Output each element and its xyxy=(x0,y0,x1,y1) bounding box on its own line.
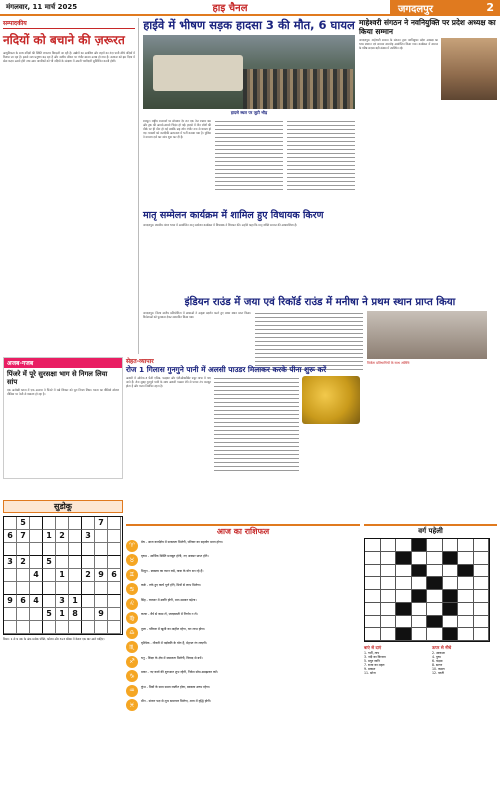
horoscope-text: वृश्चिक - नौकरी में पदोन्नति के योग हैं, मेहनत रंग लाएगी। xyxy=(141,641,208,645)
sudoku-cell xyxy=(17,543,30,556)
sudoku-cell xyxy=(82,517,95,530)
horoscope-title: आज का राशिफल xyxy=(126,524,360,537)
crossword-cell xyxy=(458,577,474,590)
sudoku-cell xyxy=(4,569,17,582)
crossword-cell xyxy=(474,539,490,552)
sudoku-cell xyxy=(56,556,69,569)
zodiac-icon: ♊ xyxy=(126,569,138,581)
sudoku-cell: 7 xyxy=(95,517,108,530)
across-title: बाएं से दाएं xyxy=(364,645,382,650)
lead-body-col3 xyxy=(287,119,355,193)
sudoku-cell xyxy=(43,517,56,530)
crossword-cell xyxy=(365,616,381,629)
health-section: सेहत-व्यापार xyxy=(126,358,154,365)
crossword-cell xyxy=(381,590,397,603)
horoscope-item xyxy=(126,656,360,668)
crossword-clue: 2. आकाश xyxy=(432,651,445,655)
zodiac-icon: ♒ xyxy=(126,685,138,697)
sudoku-cell xyxy=(95,595,108,608)
crossword-cell xyxy=(427,603,443,616)
sudoku-cell xyxy=(30,530,43,543)
sudoku-cell xyxy=(17,582,30,595)
sudoku-cell xyxy=(4,517,17,530)
sudoku-cell: 9 xyxy=(4,595,17,608)
sudoku-cell xyxy=(17,608,30,621)
sudoku-title: सुडोकू xyxy=(3,500,123,513)
right-body: जगदलपुर। माहेश्वरी समाज के संगठन द्वारा नवनियुक्त प्रदेश अध्यक्ष का भव्य स्वागत एवं सम्मान समारोह आयोजित किया गया। कार्यक्रम में समाज के वरिष्ठ सदस्य बड़ी संख्या में उपस्थित रहे। xyxy=(359,38,438,51)
crossword-clue: 8. सागर xyxy=(432,663,443,667)
crossword-cell xyxy=(443,616,459,629)
sudoku-cell: 2 xyxy=(82,569,95,582)
sudoku-cell xyxy=(56,621,69,634)
zodiac-icon: ♐ xyxy=(126,656,138,668)
crossword-cell xyxy=(443,552,459,565)
editorial-headline: नदियों को बचाने की ज़रूरत xyxy=(3,33,125,47)
crossword-cell xyxy=(381,616,397,629)
horoscope-item xyxy=(126,540,360,552)
lead-headline: हाईवे में भीषण सड़क हादसा 3 की मौत, 6 घायल xyxy=(143,18,355,32)
crossword-clue: 6. चंद्रमा xyxy=(432,659,443,663)
sudoku-cell xyxy=(69,517,82,530)
crossword-clue: 1. गर्मी, ताप xyxy=(364,651,380,655)
crossword-cell xyxy=(412,577,428,590)
sudoku-cell xyxy=(108,556,121,569)
zodiac-icon: ♑ xyxy=(126,670,138,682)
sudoku-cell xyxy=(95,582,108,595)
horoscope-section xyxy=(126,524,360,711)
crossword-cell xyxy=(474,565,490,578)
horoscope-text: सिंह - व्यापार में उन्नति होगी, मान-सम्मान बढ़ेगा। xyxy=(141,597,197,602)
sudoku-cell: 3 xyxy=(82,530,95,543)
horoscope-text: कर्क - रुके हुए कार्य पूर्ण होंगे, मित्रों से लाभ मिलेगा। xyxy=(141,583,201,587)
crossword-cell xyxy=(458,565,474,578)
crossword-cell xyxy=(381,603,397,616)
crossword-cell xyxy=(427,565,443,578)
horoscope-text: मेष - आज कार्यक्षेत्र में सफलता मिलेगी, परिवार का सहयोग प्राप्त होगा। xyxy=(141,539,223,544)
horoscope-item xyxy=(126,583,360,595)
sudoku-cell: 3 xyxy=(56,595,69,608)
horoscope-item xyxy=(126,569,360,581)
crossword-cell xyxy=(412,628,428,641)
sudoku-cell xyxy=(108,582,121,595)
sudoku-cell xyxy=(108,608,121,621)
lead-story xyxy=(143,18,355,193)
sudoku-cell xyxy=(69,556,82,569)
crossword-cell xyxy=(396,577,412,590)
sudoku-cell: 7 xyxy=(17,530,30,543)
crossword-cell xyxy=(427,577,443,590)
second-story xyxy=(143,210,355,297)
crossword-cell xyxy=(412,565,428,578)
health-story xyxy=(126,357,360,474)
zodiac-icon: ♉ xyxy=(126,554,138,566)
sudoku-cell xyxy=(69,569,82,582)
sudoku-cell: 6 xyxy=(108,569,121,582)
crossword-cell xyxy=(381,552,397,565)
crossword-cell xyxy=(412,603,428,616)
health-headline: रोज 1 गिलास गुनगुने पानी में अलसी पाउडर मिलाकर करके पीना शुरू करें xyxy=(126,365,327,374)
zodiac-icon: ♓ xyxy=(126,699,138,711)
crossword-cell xyxy=(458,552,474,565)
sudoku-cell xyxy=(108,543,121,556)
sudoku-cell xyxy=(95,543,108,556)
paper-name: हाइ चैनल xyxy=(212,3,248,14)
lead-photo xyxy=(143,35,355,109)
sudoku-cell xyxy=(43,569,56,582)
sudoku-cell: 5 xyxy=(43,556,56,569)
crossword-cell xyxy=(474,628,490,641)
crossword-clue: 3. नदी का किनारा xyxy=(364,655,386,659)
sudoku-cell xyxy=(82,543,95,556)
horoscope-list xyxy=(126,540,360,712)
crossword-cell xyxy=(365,577,381,590)
sudoku-cell xyxy=(30,608,43,621)
sudoku-cell: 2 xyxy=(17,556,30,569)
horoscope-text: धनु - शिक्षा के क्षेत्र में सफलता मिलेगी, विवाद से बचें। xyxy=(141,655,203,660)
second-body: जगदलपुर। स्थानीय मंगल भवन में आयोजित मातृ सम्मेलन कार्यक्रम में विधायक ने शिरकत की। उन्होंने कहा कि मातृ शक्ति समाज की आधारशिला है। xyxy=(143,223,298,227)
sudoku-cell xyxy=(30,621,43,634)
horoscope-item xyxy=(126,685,360,697)
crossword-cell xyxy=(365,628,381,641)
crossword-cell xyxy=(427,552,443,565)
horoscope-item xyxy=(126,598,360,610)
horoscope-text: मीन - संतान पक्ष से शुभ समाचार मिलेगा, आय में वृद्धि होगी। xyxy=(141,699,212,703)
sudoku-cell xyxy=(56,582,69,595)
crossword-cell xyxy=(458,539,474,552)
sudoku-grid xyxy=(3,516,123,635)
odd-news-section: अजब-गजब xyxy=(4,358,122,368)
zodiac-icon: ♍ xyxy=(126,612,138,624)
horoscope-text: तुला - परिवार में खुशी का माहौल रहेगा, धन लाभ होगा। xyxy=(141,626,206,631)
crossword-cell xyxy=(474,590,490,603)
crossword-cell xyxy=(474,616,490,629)
crossword-clue: 4. पुष्प xyxy=(432,655,441,659)
sudoku-cell xyxy=(82,621,95,634)
sudoku-rules: नियम: 1 से 9 तक के अंक प्रत्येक पंक्ति, कॉलम और 3x3 बॉक्स में केवल एक बार आने चाहिए। xyxy=(3,637,105,641)
sudoku-cell xyxy=(82,582,95,595)
page-header xyxy=(0,0,500,16)
crossword-clue: 9. प्रकाश xyxy=(364,667,376,671)
crossword-cell xyxy=(381,628,397,641)
right-story xyxy=(359,18,497,186)
crossword-cell xyxy=(443,577,459,590)
crossword-cell xyxy=(443,565,459,578)
sudoku-cell xyxy=(69,621,82,634)
sudoku-cell: 4 xyxy=(30,595,43,608)
editorial-body: आधुनिकता के साथ नदियों की स्थिति लगातार बिगड़ती जा रही है। उद्योगों का अपशिष्ट और शहरों का गंदा पानी सीधे नदियों में गिराया जा रहा है। इससे जल प्रदूषण बढ़ रहा है और जलीय जीवन पर गंभीर खतरा उत्पन्न हो गया है। सरकार को इस दिशा में ठोस कदम उठाने होंगे तथा आम नागरिकों को भी नदियों के संरक्षण में अपनी भागीदारी सुनिश्चित करनी होगी। xyxy=(3,51,135,64)
right-photo xyxy=(441,38,497,100)
crossword-title: वर्ग पहेली xyxy=(364,524,497,536)
crossword-cell xyxy=(365,552,381,565)
crossword-cell xyxy=(381,539,397,552)
sudoku-cell: 1 xyxy=(69,595,82,608)
zodiac-icon: ♌ xyxy=(126,598,138,610)
crossword-cell xyxy=(396,539,412,552)
sudoku-cell xyxy=(108,517,121,530)
sudoku-cell xyxy=(17,569,30,582)
editorial-column xyxy=(3,18,139,354)
sudoku-cell: 1 xyxy=(43,530,56,543)
crossword-clue: 12. धरती xyxy=(432,671,444,675)
zodiac-icon: ♈ xyxy=(126,540,138,552)
crossword-cell xyxy=(427,539,443,552)
sudoku-cell: 6 xyxy=(17,595,30,608)
crossword-cell xyxy=(412,539,428,552)
sudoku-cell xyxy=(43,621,56,634)
crossword-cell xyxy=(412,552,428,565)
across-clues xyxy=(364,645,429,675)
crossword-cell xyxy=(412,590,428,603)
bus-shape xyxy=(153,55,243,91)
sudoku-cell xyxy=(95,621,108,634)
sudoku-cell xyxy=(108,621,121,634)
crossword-cell xyxy=(396,552,412,565)
sudoku-cell xyxy=(108,530,121,543)
crossword-cell xyxy=(427,628,443,641)
horoscope-item xyxy=(126,699,360,711)
sudoku-cell xyxy=(4,621,17,634)
sudoku-cell: 6 xyxy=(4,530,17,543)
crossword-cell xyxy=(458,603,474,616)
sudoku-cell xyxy=(30,517,43,530)
sudoku-cell xyxy=(69,530,82,543)
sudoku-cell xyxy=(69,582,82,595)
crossword-cell xyxy=(365,565,381,578)
horoscope-text: वृषभ - आर्थिक स्थिति मजबूत होगी, नए अवसर प्राप्त होंगे। xyxy=(141,554,209,558)
city-band xyxy=(390,0,500,16)
crossword-grid xyxy=(364,538,490,642)
sudoku-cell xyxy=(95,556,108,569)
competition-photo-caption: विजेता प्रतिभागियों के साथ अतिथि xyxy=(367,361,410,365)
sudoku-cell xyxy=(69,543,82,556)
crossword-clue: 10. कमल xyxy=(432,667,445,671)
crowd-shape xyxy=(243,69,353,109)
second-headline: मातृ सम्मेलन कार्यक्रम में शामिल हुए विधायक किरण xyxy=(143,210,324,221)
down-title: ऊपर से नीचे xyxy=(432,645,452,650)
competition-body: जगदलपुर। जिला स्तरीय प्रतियोगिता में छात्राओं ने उत्कृष्ट प्रदर्शन करते हुए प्रथम स्थान प्राप्त किया। विजेताओं को पुरस्कार देकर सम्मानित किया गया। xyxy=(143,311,251,320)
sudoku-cell xyxy=(43,582,56,595)
lead-body-col2 xyxy=(215,119,283,193)
sudoku-cell xyxy=(30,556,43,569)
horoscope-item xyxy=(126,554,360,566)
lead-body: रायपुर। राष्ट्रीय राजमार्ग पर सोमवार देर रात एक तेज रफ्तार बस और ट्रक की आमने-सामने भिड़ंत हो गई। हादसे में तीन लोगों की मौके पर ही मौत हो गई जबकि छह लोग गंभीर रूप से घायल हो गए। घायलों को नजदीकी अस्पताल में भर्ती कराया गया है। पुलिस ने मामला दर्ज कर जांच शुरू कर दी है। xyxy=(143,119,211,140)
competition-photo xyxy=(367,311,487,359)
lead-photo-caption: हादसे स्थल पर जुटी भीड़ xyxy=(230,110,268,115)
sudoku-cell xyxy=(108,595,121,608)
crossword-cell xyxy=(365,539,381,552)
sudoku-puzzle xyxy=(3,500,123,642)
health-body: अलसी में ओमेगा-3 फैटी एसिड, फाइबर और एंटीऑक्सीडेंट प्रचुर मात्रा में पाए जाते हैं। रोज सुबह गुनगुने पानी के साथ अलसी पाउडर लेने से पाचन तंत्र मजबूत होता है और वजन नियंत्रित रहता है। xyxy=(126,376,211,389)
horoscope-text: कन्या - धैर्य से काम लें, जल्दबाजी में निर्णय न लें। xyxy=(141,612,198,616)
sudoku-cell: 3 xyxy=(4,556,17,569)
sudoku-cell xyxy=(30,582,43,595)
sudoku-cell: 4 xyxy=(30,569,43,582)
sudoku-cell xyxy=(82,556,95,569)
down-clues xyxy=(432,645,497,675)
sudoku-cell xyxy=(4,543,17,556)
zodiac-icon: ♏ xyxy=(126,641,138,653)
crossword-cell xyxy=(474,577,490,590)
sudoku-cell: 9 xyxy=(95,569,108,582)
crossword-cell xyxy=(365,590,381,603)
horoscope-text: मकर - नए कार्य की शुरुआत शुभ रहेगी, निवेश सोच-समझकर करें। xyxy=(141,670,218,674)
odd-news-story xyxy=(3,357,123,479)
issue-date: मंगलवार, 11 मार्च 2025 xyxy=(6,2,78,11)
sudoku-cell xyxy=(43,543,56,556)
sudoku-cell xyxy=(56,517,69,530)
crossword-cell xyxy=(427,590,443,603)
crossword-clue: 11. सोना xyxy=(364,671,376,675)
crossword-cell xyxy=(443,590,459,603)
horoscope-item xyxy=(126,627,360,639)
crossword-puzzle xyxy=(364,524,497,675)
sudoku-cell xyxy=(95,530,108,543)
health-body-col2 xyxy=(214,376,299,474)
right-headline: माहेश्वरी संगठन ने नवनियुक्ति पर प्रदेश अध्यक्ष का किया सम्मान xyxy=(359,18,496,36)
crossword-cell xyxy=(365,603,381,616)
sudoku-cell: 1 xyxy=(56,569,69,582)
crossword-clue: 7. राजा का महल xyxy=(364,663,385,667)
crossword-cell xyxy=(396,565,412,578)
sudoku-cell: 9 xyxy=(95,608,108,621)
sudoku-cell: 1 xyxy=(56,608,69,621)
sudoku-cell xyxy=(43,595,56,608)
crossword-cell xyxy=(474,603,490,616)
sudoku-cell xyxy=(17,621,30,634)
horoscope-text: कुंभ - मित्रों के साथ समय व्यतीत होगा, स्वास्थ्य उत्तम रहेगा। xyxy=(141,684,210,689)
crossword-cell xyxy=(396,590,412,603)
sudoku-cell xyxy=(82,595,95,608)
editorial-section-label: सम्पादकीय xyxy=(3,18,135,29)
sudoku-cell: 5 xyxy=(17,517,30,530)
horoscope-item xyxy=(126,612,360,624)
crossword-cell xyxy=(474,552,490,565)
crossword-cell xyxy=(443,603,459,616)
zodiac-icon: ♋ xyxy=(126,583,138,595)
sudoku-cell xyxy=(56,543,69,556)
zodiac-icon: ♎ xyxy=(126,627,138,639)
crossword-cell xyxy=(443,628,459,641)
crossword-cell xyxy=(396,603,412,616)
crossword-cell xyxy=(458,628,474,641)
odd-news-body: एक अनोखी घटना में एक अजगर ने पिंजरे में रखे शिकार को पूरा निगल लिया। घटना का वीडियो सोशल मीडिया पर तेजी से वायरल हो रहा है। xyxy=(7,388,119,397)
horoscope-text: मिथुन - स्वास्थ्य का ध्यान रखें, यात्रा के योग बन रहे हैं। xyxy=(141,568,204,573)
horoscope-item xyxy=(126,670,360,682)
horoscope-item xyxy=(126,641,360,653)
crossword-cell xyxy=(458,616,474,629)
sudoku-cell xyxy=(4,582,17,595)
sudoku-cell xyxy=(4,608,17,621)
page-number: 2 xyxy=(486,1,494,14)
sudoku-cell: 5 xyxy=(43,608,56,621)
crossword-cell xyxy=(458,590,474,603)
crossword-cell xyxy=(443,539,459,552)
crossword-clue: 5. मधुर ध्वनि xyxy=(364,659,380,663)
crossword-cell xyxy=(427,616,443,629)
crossword-cell xyxy=(381,577,397,590)
competition-headline: इंडियन राउंड में जया एवं रिकॉर्ड राउंड में मनीषा ने प्रथम स्थान प्राप्त किया xyxy=(184,297,456,308)
sudoku-cell xyxy=(82,608,95,621)
crossword-cell xyxy=(381,565,397,578)
crossword-cell xyxy=(412,616,428,629)
sudoku-cell xyxy=(30,543,43,556)
crossword-cell xyxy=(396,628,412,641)
city-name: जगदलपुर xyxy=(398,4,433,15)
sudoku-cell: 2 xyxy=(56,530,69,543)
odd-news-headline: पिंजरे में पूरे सुरसक्षा भाग से निगल लिया सांप xyxy=(7,370,108,386)
health-photo xyxy=(302,376,360,424)
crossword-cell xyxy=(396,616,412,629)
sudoku-cell: 8 xyxy=(69,608,82,621)
